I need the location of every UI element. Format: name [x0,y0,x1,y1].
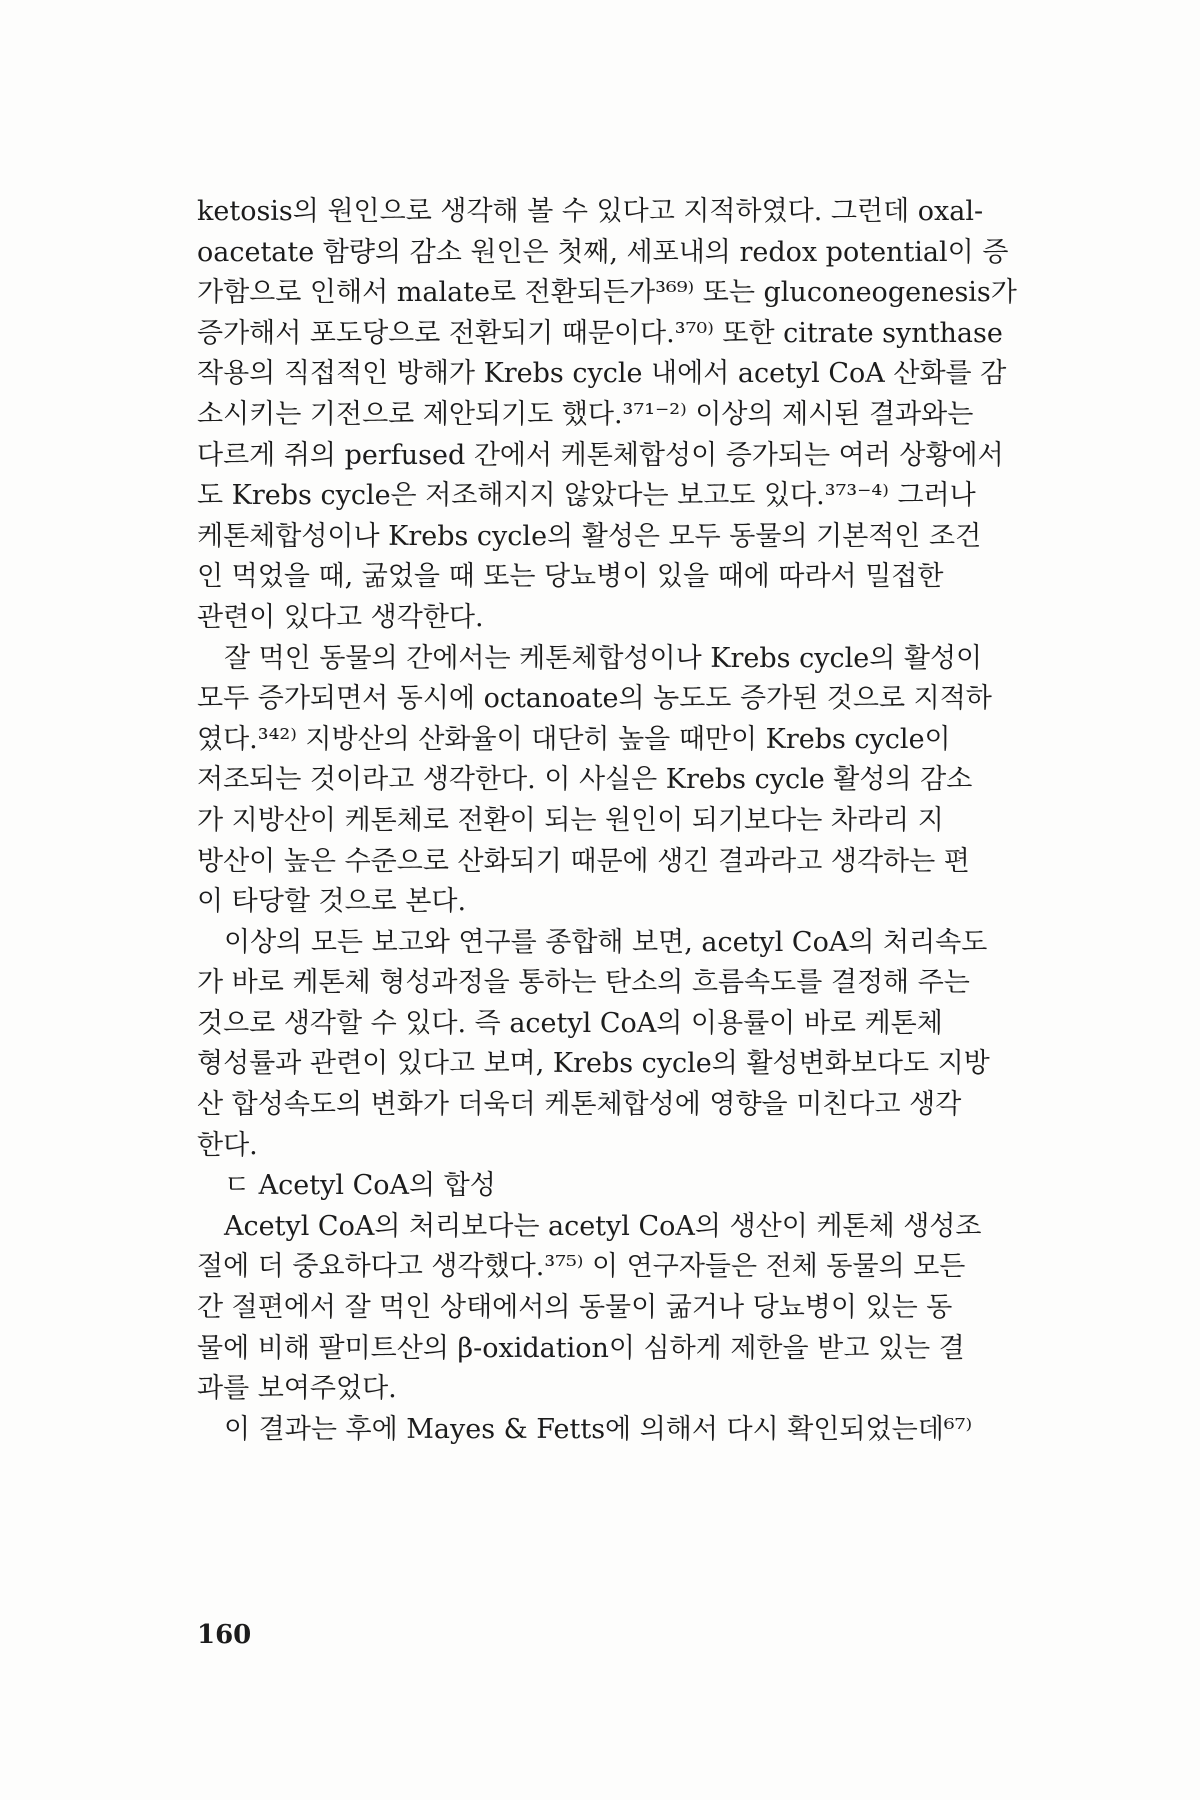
text-line: 절에 더 중요하다고 생각했다.³⁷⁵⁾ 이 연구자들은 전체 동물의 모든 [197,1251,966,1283]
section-heading: ㄷ Acetyl CoA의 합성 [224,1170,496,1202]
text-line: 한다. [197,1129,258,1161]
text-line: 잘 먹인 동물의 간에서는 케톤체합성이나 Krebs cycle의 활성이 [224,642,983,674]
text-line: oacetate 함량의 감소 원인은 첫째, 세포내의 redox potential이 증 [197,236,1009,268]
body-text [197,192,1021,1450]
text-line: 과를 보여주었다. [197,1373,397,1405]
text-line: 이 결과는 후에 Mayes & Fetts에 의해서 다시 확인되었는데⁶⁷⁾ [224,1413,973,1445]
text-line: 이상의 모든 보고와 연구를 종합해 보면, acetyl CoA의 처리속도 [224,926,988,958]
text-line: 방산이 높은 수준으로 산화되기 때문에 생긴 결과라고 생각하는 편 [197,845,970,877]
text-line: 모두 증가되면서 동시에 octanoate의 농도도 증가된 것으로 지적하 [197,683,992,715]
text-line: 케톤체합성이나 Krebs cycle의 활성은 모두 동물의 기본적인 조건 [197,520,982,552]
text-line: 가 바로 케톤체 형성과정을 통하는 탄소의 흐름속도를 결정해 주는 [197,967,970,999]
text-line: 였다.³⁴²⁾ 지방산의 산화율이 대단히 높을 때만이 Krebs cycle이 [197,723,951,755]
page-number: 160 [197,1620,252,1650]
text-line: 물에 비해 팔미트산의 β-oxidation이 심하게 제한을 받고 있는 결 [197,1332,965,1364]
text-line: 이 타당할 것으로 본다. [197,886,467,918]
text-line: 것으로 생각할 수 있다. 즉 acetyl CoA의 이용률이 바로 케톤체 [197,1007,943,1039]
text-line: 산 합성속도의 변화가 더욱더 케톤체합성에 영향을 미친다고 생각 [197,1089,962,1121]
text-line: 저조되는 것이라고 생각한다. 이 사실은 Krebs cycle 활성의 감소 [197,764,973,796]
text-line: 증가해서 포도당으로 전환되기 때문이다.³⁷⁰⁾ 또한 citrate synthase [197,317,1003,349]
text-line: 소시키는 기전으로 제안되기도 했다.³⁷¹⁻²⁾ 이상의 제시된 결과와는 [197,398,974,430]
text-line: 가 지방산이 케톤체로 전환이 되는 원인이 되기보다는 차라리 지 [197,804,944,836]
text-line: 간 절편에서 잘 먹인 상태에서의 동물이 굶거나 당뇨병이 있는 동 [197,1292,953,1324]
text-line: 다르게 쥐의 perfused 간에서 케톤체합성이 증가되는 여러 상황에서 [197,439,1004,471]
text-line: 도 Krebs cycle은 저조해지지 않았다는 보고도 있다.³⁷³⁻⁴⁾ 그러나 [197,480,976,512]
text-line: 가함으로 인해서 malate로 전환되든가³⁶⁹⁾ 또는 gluconeogenesis가 [197,277,1017,309]
text-line: Acetyl CoA의 처리보다는 acetyl CoA의 생산이 케톤체 생성조 [224,1210,982,1242]
text-line: 관련이 있다고 생각한다. [197,601,484,633]
text-line: 형성률과 관련이 있다고 보며, Krebs cycle의 활성변화보다도 지방 [197,1048,990,1080]
text-line: 작용의 직접적인 방해가 Krebs cycle 내에서 acetyl CoA 산화를 감 [197,358,1007,390]
text-line: ketosis의 원인으로 생각해 볼 수 있다고 지적하였다. 그런데 oxal- [197,196,984,227]
text-line: 인 먹었을 때, 굶었을 때 또는 당뇨병이 있을 때에 따라서 밀접한 [197,561,944,593]
